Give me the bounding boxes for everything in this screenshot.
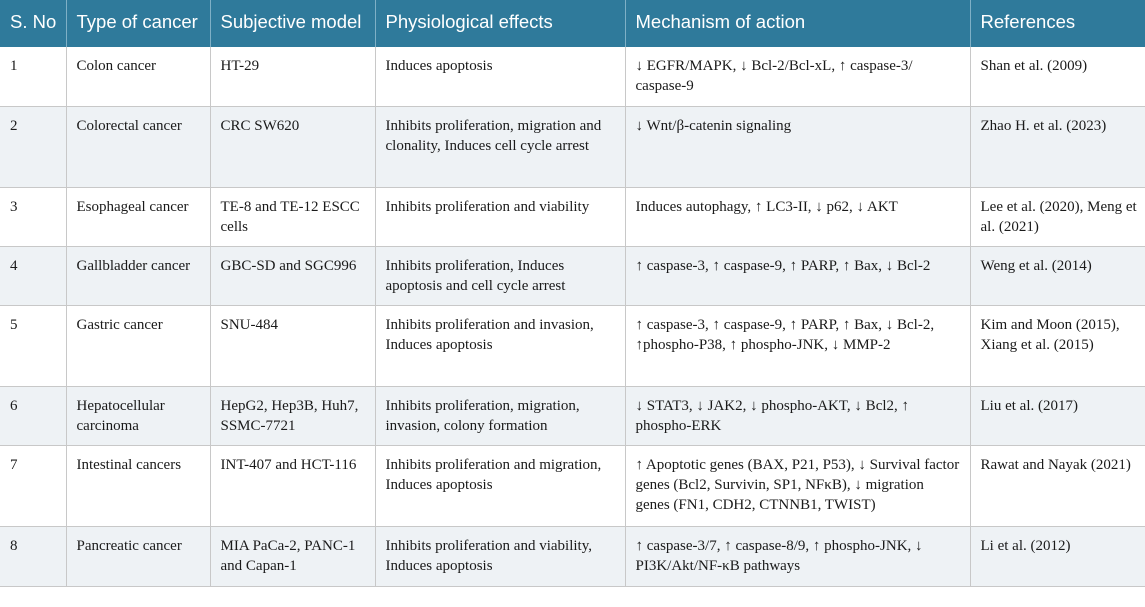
cell-sno: 4: [0, 246, 66, 305]
cell-cancer-type: Hepatocellular carcinoma: [66, 386, 210, 445]
table-row: [0, 106, 1145, 187]
cell-reference: Lee et al. (2020), Meng et al. (2021): [970, 187, 1145, 246]
cell-model: HT-29: [210, 47, 375, 106]
cell-effects: Inhibits proliferation and migration, Induces apoptosis: [375, 445, 625, 526]
cell-sno: 1: [0, 47, 66, 106]
cell-mechanism: ↓ Wnt/β-catenin signaling: [625, 106, 970, 187]
cell-model: INT-407 and HCT-116: [210, 445, 375, 526]
cell-model: HepG2, Hep3B, Huh7, SSMC-7721: [210, 386, 375, 445]
header-sno: S. No: [0, 0, 66, 47]
cell-reference: Rawat and Nayak (2021): [970, 445, 1145, 526]
cell-cancer-type: Pancreatic cancer: [66, 526, 210, 586]
cell-sno: 5: [0, 305, 66, 386]
cell-effects: Inhibits proliferation and viability, Induces apoptosis: [375, 526, 625, 586]
table-row: [0, 445, 1145, 526]
cell-mechanism: ↑ caspase-3, ↑ caspase-9, ↑ PARP, ↑ Bax, ↓ Bcl-2, ↑phospho-P38, ↑ phospho-JNK, ↓ MMP-2: [625, 305, 970, 386]
cell-reference: Li et al. (2012): [970, 526, 1145, 586]
cell-model: GBC-SD and SGC996: [210, 246, 375, 305]
cell-mechanism: ↑ caspase-3/7, ↑ caspase-8/9, ↑ phospho-JNK, ↓ PI3K/Akt/NF-κB pathways: [625, 526, 970, 586]
cell-cancer-type: Colorectal cancer: [66, 106, 210, 187]
cell-effects: Inhibits proliferation and invasion, Induces apoptosis: [375, 305, 625, 386]
cell-mechanism: ↑ caspase-3, ↑ caspase-9, ↑ PARP, ↑ Bax, ↓ Bcl-2: [625, 246, 970, 305]
cell-reference: Liu et al. (2017): [970, 386, 1145, 445]
cell-effects: Inhibits proliferation and viability: [375, 187, 625, 246]
table-row: [0, 526, 1145, 586]
table-row: [0, 305, 1145, 386]
cell-mechanism: ↓ EGFR/MAPK, ↓ Bcl-2/Bcl-xL, ↑ caspase-3/ caspase-9: [625, 47, 970, 106]
header-references: References: [970, 0, 1145, 47]
table-row: [0, 246, 1145, 305]
table-row: [0, 187, 1145, 246]
table-row: [0, 386, 1145, 445]
cell-model: MIA PaCa-2, PANC-1 and Capan-1: [210, 526, 375, 586]
cell-effects: Inhibits proliferation, migration and clonality, Induces cell cycle arrest: [375, 106, 625, 187]
cell-cancer-type: Gastric cancer: [66, 305, 210, 386]
cell-cancer-type: Colon cancer: [66, 47, 210, 106]
header-mechanism-of-action: Mechanism of action: [625, 0, 970, 47]
cell-reference: Shan et al. (2009): [970, 47, 1145, 106]
cell-sno: 6: [0, 386, 66, 445]
cell-mechanism: Induces autophagy, ↑ LC3-II, ↓ p62, ↓ AKT: [625, 187, 970, 246]
cell-reference: Weng et al. (2014): [970, 246, 1145, 305]
cell-reference: Zhao H. et al. (2023): [970, 106, 1145, 187]
cell-sno: 8: [0, 526, 66, 586]
cell-mechanism: ↓ STAT3, ↓ JAK2, ↓ phospho-AKT, ↓ Bcl2, ↑ phospho-ERK: [625, 386, 970, 445]
cell-model: SNU-484: [210, 305, 375, 386]
cell-cancer-type: Intestinal cancers: [66, 445, 210, 526]
cell-model: TE-8 and TE-12 ESCC cells: [210, 187, 375, 246]
cell-effects: Induces apoptosis: [375, 47, 625, 106]
header-physiological-effects: Physiological effects: [375, 0, 625, 47]
header-subjective-model: Subjective model: [210, 0, 375, 47]
header-row: [0, 0, 1145, 47]
cell-sno: 3: [0, 187, 66, 246]
cell-sno: 2: [0, 106, 66, 187]
cell-cancer-type: Esophageal cancer: [66, 187, 210, 246]
table-row: [0, 47, 1145, 106]
cell-model: CRC SW620: [210, 106, 375, 187]
cell-mechanism: ↑ Apoptotic genes (BAX, P21, P53), ↓ Survival factor genes (Bcl2, Survivin, SP1, NFκB), ↓ migration genes (FN1, CDH2, CTNNB1, TWIST): [625, 445, 970, 526]
cell-reference: Kim and Moon (2015), Xiang et al. (2015): [970, 305, 1145, 386]
cell-cancer-type: Gallbladder cancer: [66, 246, 210, 305]
cell-effects: Inhibits proliferation, migration, invasion, colony formation: [375, 386, 625, 445]
cell-sno: 7: [0, 445, 66, 526]
header-type-of-cancer: Type of cancer: [66, 0, 210, 47]
cell-effects: Inhibits proliferation, Induces apoptosis and cell cycle arrest: [375, 246, 625, 305]
